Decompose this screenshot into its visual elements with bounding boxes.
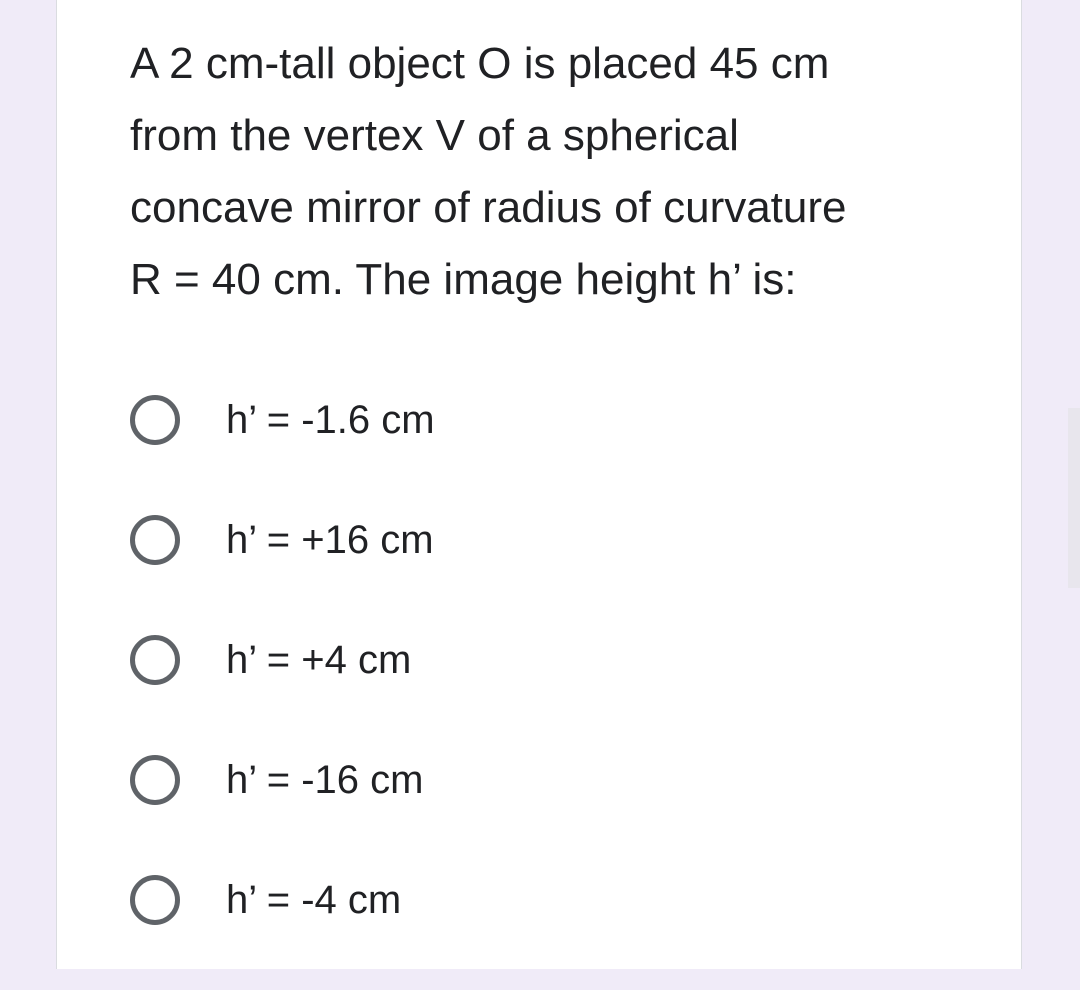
option-4[interactable] — [130, 750, 930, 810]
option-label: h’ = -16 cm — [226, 757, 424, 802]
option-label: h’ = -1.6 cm — [226, 397, 435, 442]
option-label: h’ = -4 cm — [226, 877, 402, 922]
option-1[interactable] — [130, 390, 930, 450]
radio-button-icon[interactable] — [130, 395, 180, 445]
options-list — [130, 390, 930, 990]
question-card — [56, 0, 1022, 969]
option-label: h’ = +4 cm — [226, 637, 412, 682]
scrollbar-thumb[interactable] — [1068, 408, 1080, 588]
radio-button-icon[interactable] — [130, 515, 180, 565]
radio-button-icon[interactable] — [130, 635, 180, 685]
option-5[interactable] — [130, 870, 930, 930]
radio-button-icon[interactable] — [130, 755, 180, 805]
option-label: h’ = +16 cm — [226, 517, 434, 562]
radio-button-icon[interactable] — [130, 875, 180, 925]
question-text: A 2 cm-tall object O is placed 45 cm from the vertex V of a spherical concave mirror of radius of curvature R = 40 cm. The image height h’ is: — [130, 39, 847, 304]
option-2[interactable] — [130, 510, 930, 570]
option-3[interactable] — [130, 630, 930, 690]
